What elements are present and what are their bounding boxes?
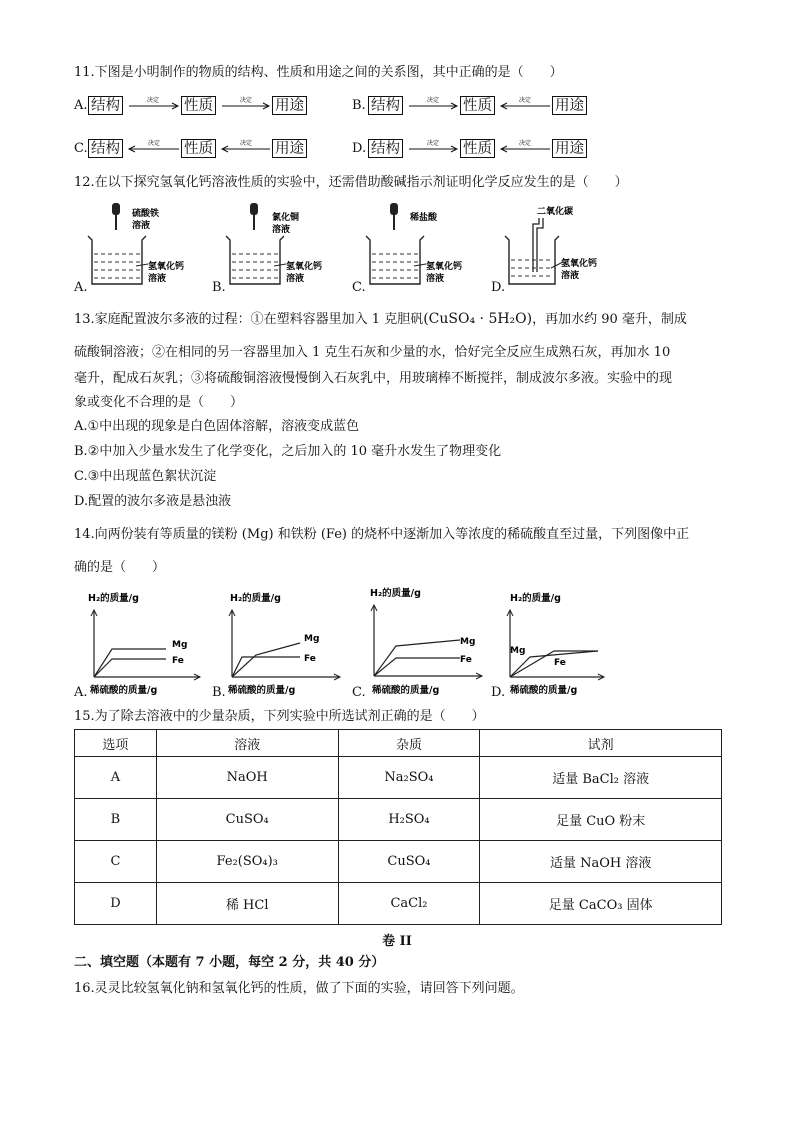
q14-line-2: 确的是（ ）: [74, 560, 166, 575]
q12-option-a-label: A.: [74, 280, 88, 295]
q11-b-arrow-1: [407, 96, 460, 116]
q11-c-box-property: 性质: [181, 139, 216, 158]
volume-title: 卷 II: [382, 934, 412, 949]
y-axis-label: H₂的质量/g: [370, 588, 421, 599]
arrow-label: 决定: [146, 97, 160, 104]
q12-option-d-label: D.: [491, 280, 506, 295]
q13-line-4: 象或变化不合理的是（ ）: [74, 395, 244, 410]
arrow-label: 决定: [426, 140, 440, 147]
x-axis-label: 稀硫酸的质量/g: [90, 685, 158, 696]
q14-option-c-label: C.: [352, 685, 366, 700]
x-axis-label: 稀硫酸的质量/g: [510, 685, 578, 696]
q14-graph-d: [500, 585, 610, 699]
arrow-label: 决定: [239, 140, 253, 147]
table-row: [75, 757, 722, 799]
dropper-bulb-icon: [250, 203, 258, 215]
table-row: [75, 799, 722, 841]
q11-option-b-label: B.: [352, 98, 366, 113]
reagent-label-2: 溶液: [272, 225, 291, 235]
arrow-label: 决定: [147, 140, 161, 147]
arrow-label: 决定: [518, 97, 532, 104]
solution-label-2: 溶液: [148, 274, 167, 284]
q12-b-beaker-diagram: [224, 200, 344, 292]
table-row: [75, 841, 722, 883]
reagent-label-1: 稀盐酸: [410, 213, 438, 223]
arrow-label: 决定: [426, 97, 440, 104]
q11-c-arrow-2: [220, 139, 272, 159]
q14-option-a-label: A.: [74, 685, 88, 700]
series-mg-label: Mg: [172, 640, 188, 650]
q11-b-box-use: 用途: [552, 96, 587, 115]
q12-option-c-label: C.: [352, 280, 366, 295]
q13-option-b: B.②中加入少量水发生了化学变化，之后加入的 10 毫升水发生了物理变化: [74, 444, 502, 459]
q11-a-box-structure: 结构: [88, 96, 123, 115]
q13-option-d: D.配置的波尔多液是悬浊液: [74, 494, 232, 509]
table-cell: A: [75, 757, 157, 799]
q11-d-arrow-1: [407, 139, 460, 159]
q11-c-arrow-1: [127, 139, 181, 159]
q13-line-1-tail: ，再加水约 90 毫升，制成: [532, 312, 687, 327]
table-header-row: [75, 730, 722, 757]
q14-graph-b: [220, 585, 350, 699]
beaker-icon: [226, 236, 284, 284]
q14-graph-a: [82, 585, 210, 699]
reagent-label-2: 溶液: [132, 221, 151, 231]
series-mg-line: [94, 649, 166, 677]
q11-option-a-label: A.: [74, 98, 88, 113]
solution-label-1: 氢氧化钙: [426, 262, 463, 272]
q11-d-box-use: 用途: [552, 139, 587, 158]
solution-label-2: 溶液: [561, 271, 580, 281]
series-mg-label: Mg: [460, 637, 476, 647]
q11-b-box-structure: 结构: [368, 96, 403, 115]
table-header-cell: 试剂: [480, 730, 722, 757]
q13-line-2: 硫酸铜溶液；②在相同的另一容器里加入 1 克生石灰和少量的水，恰好完全反应生成熟石灰，再加水 10: [74, 345, 671, 360]
table-cell: C: [75, 841, 157, 883]
q14-line-1: 14.向两份装有等质量的镁粉 (Mg) 和铁粉 (Fe) 的烧杯中逐渐加入等浓度的稀硫酸直至过量，下列图像中正: [74, 527, 690, 542]
table-header-cell: 溶液: [156, 730, 338, 757]
q11-stem: 11.下图是小明制作的物质的结构、性质和用途之间的关系图，其中正确的是（ ）: [74, 65, 563, 80]
q15-table: [74, 729, 722, 925]
q11-c-box-structure: 结构: [88, 139, 123, 158]
arrow-label: 决定: [239, 97, 253, 104]
q12-d-beaker-diagram: [503, 200, 623, 292]
q13-option-c: C.③中出现蓝色絮状沉淀: [74, 469, 217, 484]
series-mg-line: [232, 643, 300, 677]
table-cell: Fe₂(SO₄)₃: [156, 841, 338, 883]
q11-d-box-property: 性质: [460, 139, 495, 158]
series-mg-label: Mg: [510, 646, 526, 656]
x-axis-label: 稀硫酸的质量/g: [372, 685, 440, 696]
series-fe-line: [94, 659, 166, 677]
table-cell: Na₂SO₄: [338, 757, 480, 799]
q11-d-box-structure: 结构: [368, 139, 403, 158]
table-cell: 适量 NaOH 溶液: [480, 841, 722, 883]
series-fe-label: Fe: [172, 656, 184, 666]
q16-stem: 16.灵灵比较氢氧化钠和氢氧化钙的性质，做了下面的实验，请回答下列问题。: [74, 981, 524, 996]
solution-label-1: 氢氧化钙: [148, 262, 185, 272]
solution-label-1: 氢氧化钙: [561, 259, 598, 269]
table-header-cell: 杂质: [338, 730, 480, 757]
series-fe-label: Fe: [460, 655, 472, 665]
reagent-label-1: 二氧化碳: [537, 207, 574, 217]
q13-line-1: [74, 310, 687, 329]
arrow-label: 决定: [518, 140, 532, 147]
y-axis-label: H₂的质量/g: [230, 593, 281, 604]
q14-option-d-label: D.: [491, 685, 506, 700]
q13-line-3: 毫升，配成石灰乳；③将硫酸铜溶液慢慢倒入石灰乳中，用玻璃棒不断搅拌，制成波尔多液。实验中的现: [74, 371, 673, 386]
y-axis-label: H₂的质量/g: [88, 593, 139, 604]
q14-graph-c: [360, 580, 490, 699]
table-cell: 足量 CaCO₃ 固体: [480, 883, 722, 925]
table-cell: B: [75, 799, 157, 841]
series-fe-label: Fe: [304, 654, 316, 664]
solution-label-2: 溶液: [426, 274, 445, 284]
table-cell: 适量 BaCl₂ 溶液: [480, 757, 722, 799]
q12-option-b-label: B.: [212, 280, 226, 295]
q11-a-arrow-2: [220, 96, 272, 116]
q11-option-d-label: D.: [352, 141, 367, 156]
q13-formula: (CuSO₄ · 5H₂O): [423, 311, 533, 327]
q13-line-1-text: 13.家庭配置波尔多液的过程：①在塑料容器里加入 1 克胆矾: [74, 312, 424, 327]
table-cell: CuSO₄: [156, 799, 338, 841]
dropper-bulb-icon: [390, 203, 398, 215]
q11-option-c-label: C.: [74, 141, 88, 156]
dropper-bulb-icon: [112, 203, 120, 215]
table-cell: CuSO₄: [338, 841, 480, 883]
solution-label-1: 氢氧化钙: [286, 262, 323, 272]
table-cell: NaOH: [156, 757, 338, 799]
series-mg-label: Mg: [304, 634, 320, 644]
gas-tube-icon: [533, 218, 539, 272]
q11-a-box-property: 性质: [181, 96, 216, 115]
q13-option-a: A.①中出现的现象是白色固体溶解，溶液变成蓝色: [74, 419, 360, 434]
table-cell: 稀 HCl: [156, 883, 338, 925]
q12-a-beaker-diagram: [86, 200, 206, 292]
q11-d-arrow-2: [499, 139, 552, 159]
q12-stem: 12.在以下探究氢氧化钙溶液性质的实验中，还需借助酸碱指示剂证明化学反应发生的是（ ）: [74, 175, 628, 190]
table-header-cell: 选项: [75, 730, 157, 757]
beaker-icon: [88, 236, 146, 284]
q11-a-arrow-1: [127, 96, 181, 116]
q11-b-box-property: 性质: [460, 96, 495, 115]
table-cell: CaCl₂: [338, 883, 480, 925]
series-fe-line: [374, 658, 460, 676]
q12-c-beaker-diagram: [364, 200, 484, 292]
y-axis-label: H₂的质量/g: [510, 593, 561, 604]
q11-a-box-use: 用途: [272, 96, 307, 115]
reagent-label-1: 硫酸铁: [132, 209, 160, 219]
table-cell: 足量 CuO 粉末: [480, 799, 722, 841]
q11-c-box-use: 用途: [272, 139, 307, 158]
table-cell: H₂SO₄: [338, 799, 480, 841]
q11-b-arrow-2: [499, 96, 552, 116]
x-axis-label: 稀硫酸的质量/g: [228, 685, 296, 696]
solution-label-2: 溶液: [286, 274, 305, 284]
series-fe-label: Fe: [554, 658, 566, 668]
beaker-icon: [366, 236, 424, 284]
q15-stem: 15.为了除去溶液中的少量杂质，下列实验中所选试剂正确的是（ ）: [74, 709, 485, 724]
q14-option-b-label: B.: [212, 685, 226, 700]
table-cell: D: [75, 883, 157, 925]
table-row: [75, 883, 722, 925]
reagent-label-1: 氯化铜: [272, 213, 300, 223]
section-heading: 二、填空题（本题有 7 小题，每空 2 分，共 40 分）: [74, 955, 385, 970]
